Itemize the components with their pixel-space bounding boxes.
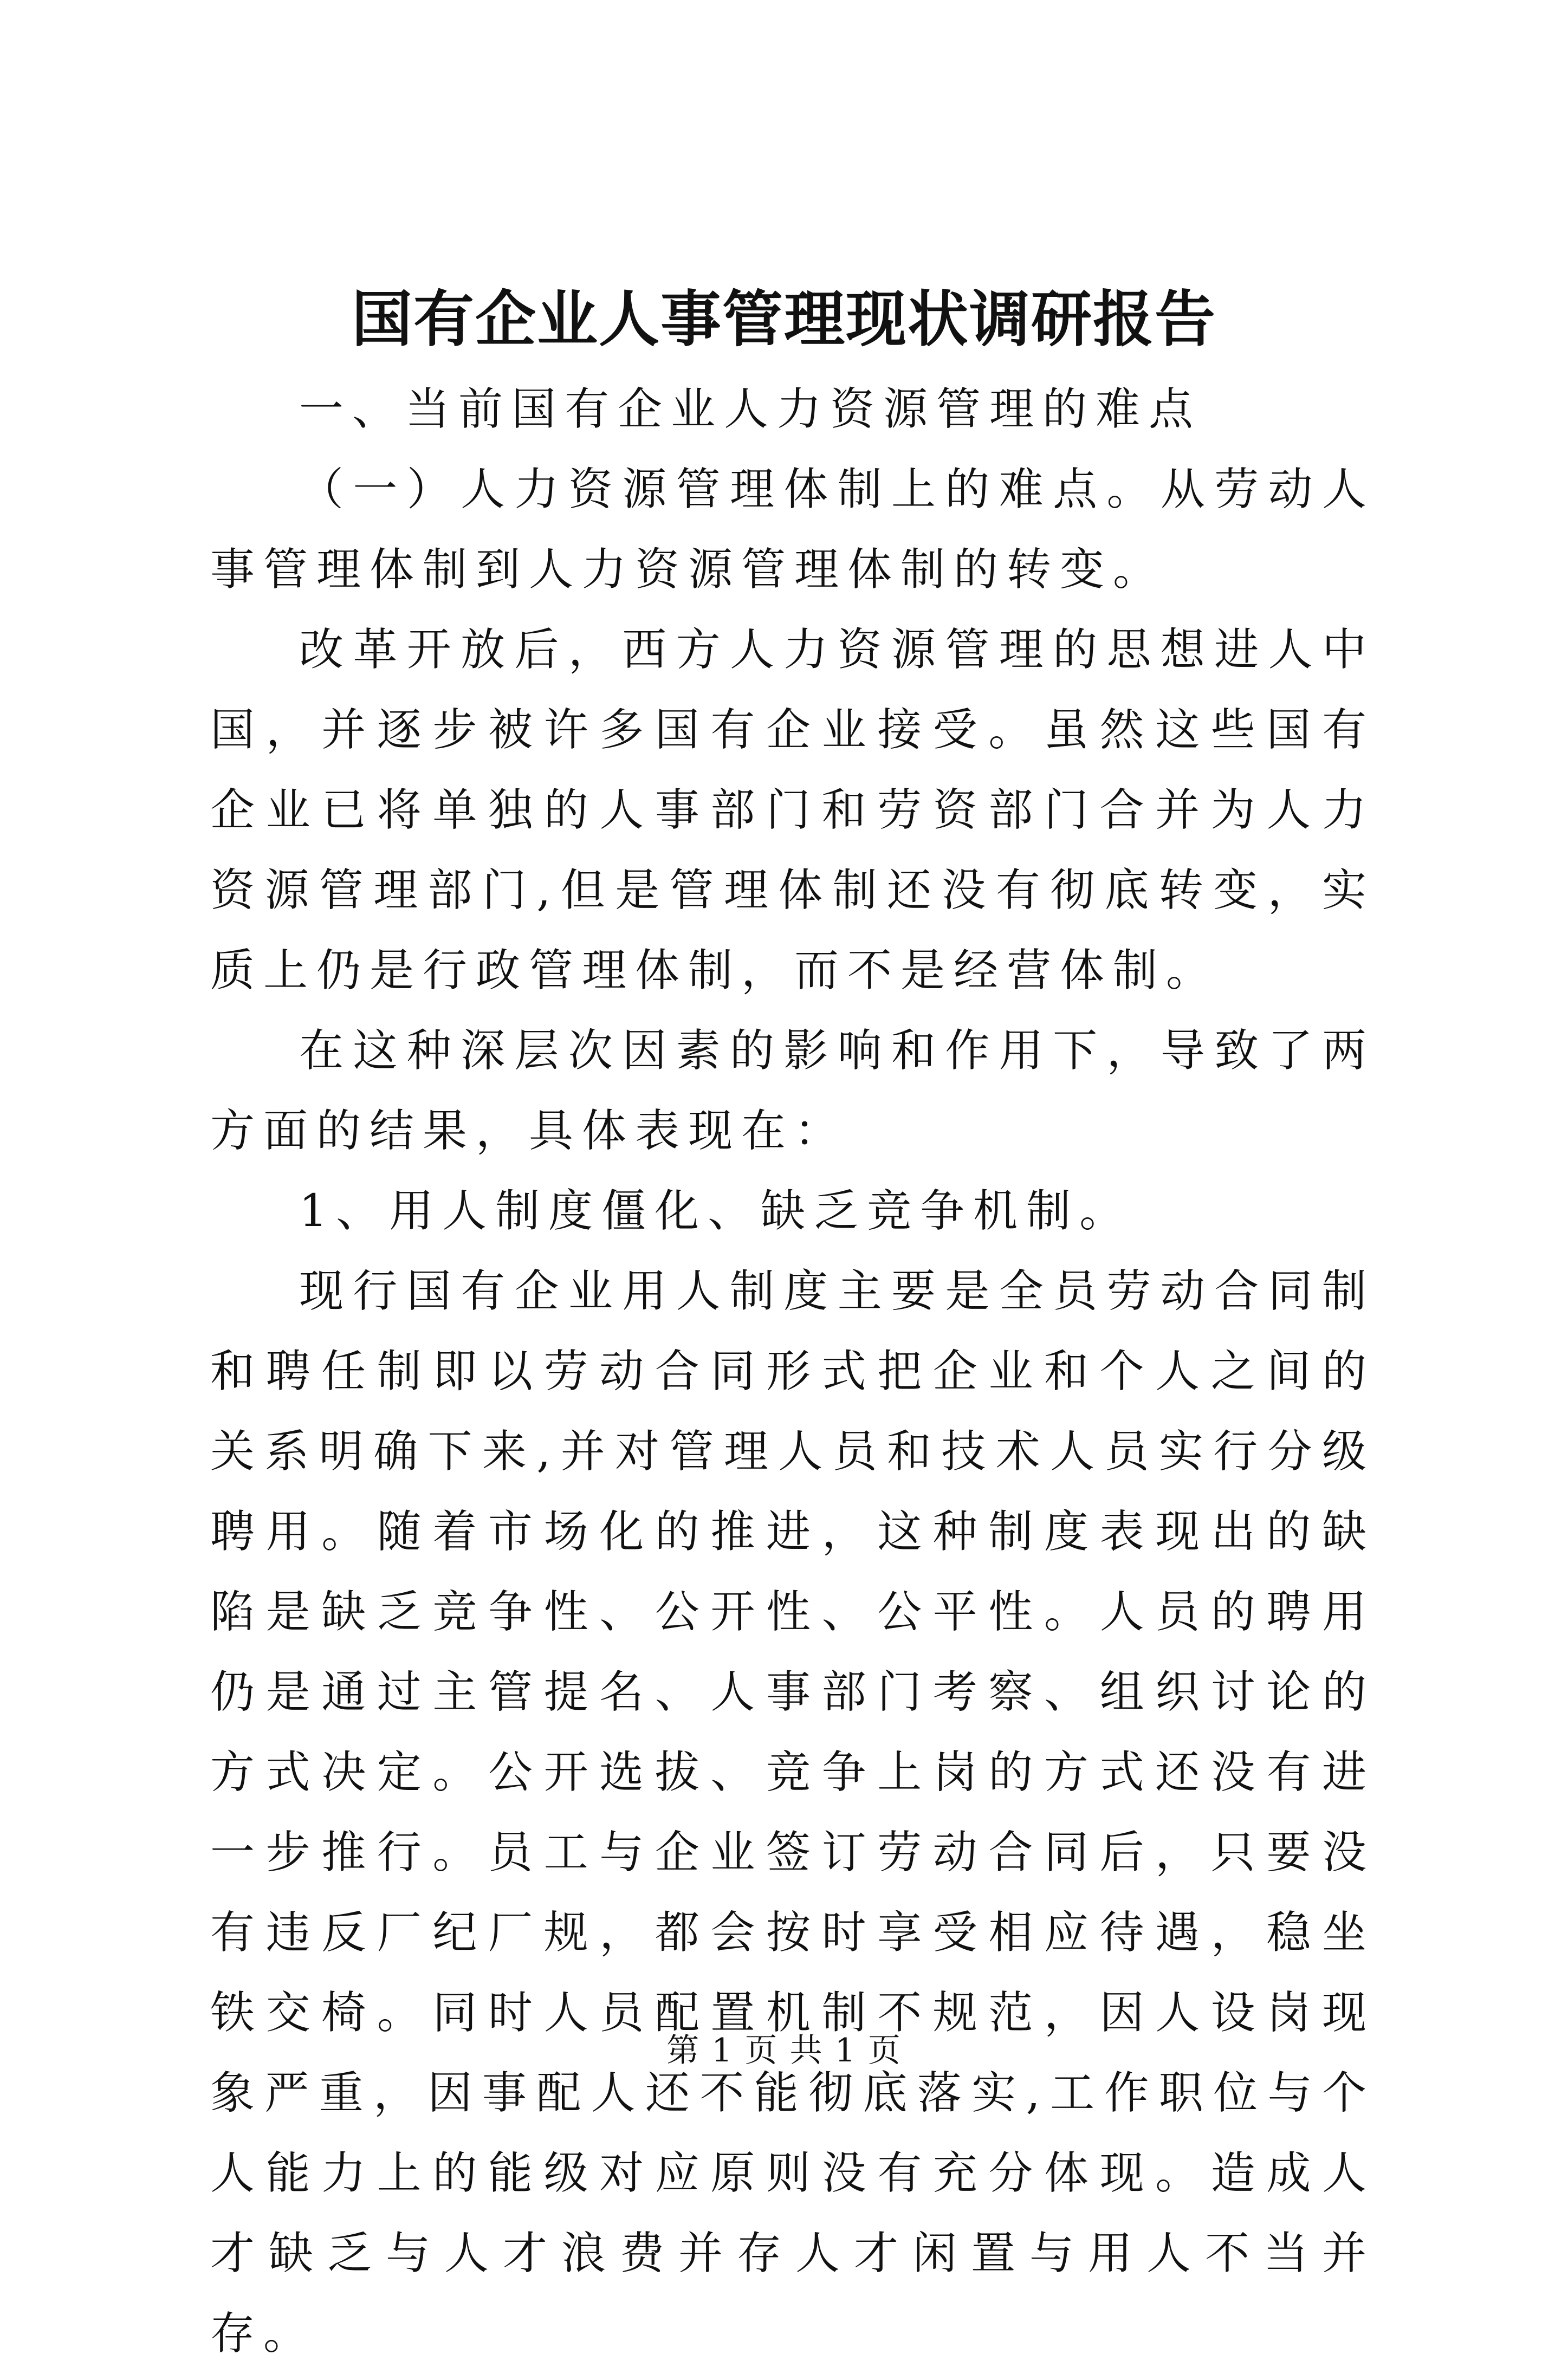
list-item-heading: 1、用人制度僵化、缺乏竞争机制。 [299,1185,1133,1237]
document-body [210,369,1375,2374]
document-title: 国有企业人事管理现状调研报告 [352,284,1216,355]
subsection-heading: （一）人力资源管理体制上的难点。从劳动人事管理体制到人力资源管理体制的转变。 [210,464,1375,595]
body-paragraph: 改革开放后，西方人力资源管理的思想进人中国，并逐步被许多国有企业接受。虽然这些国有企业已将单独的人事部门和劳资部门合并为人力资源管理部门,但是管理体制还没有彻底转变，实质上仍是行政管理体制，而不是经营体制。 [210,624,1375,996]
page-footer: 第 1 页 共 1 页 [666,2032,902,2070]
body-paragraph: 现行国有企业用人制度主要是全员劳动合同制和聘任制即以劳动合同形式把企业和个人之间的关系明确下来,并对管理人员和技术人员实行分级聘用。随着市场化的推进，这种制度表现出的缺陷是缺乏竞争性、公开性、公平性。人员的聘用仍是通过主管提名、人事部门考察、组织讨论的方式决定。公开选拔、竞争上岗的方式还没有进一步推行。员工与企业签订劳动合同后，只要没有违反厂纪厂规，都会按时享受相应待遇，稳坐铁交椅。同时人员配置机制不规范，因人设岗现象严重，因事配人还不能彻底落实,工作职位与个人能力上的能级对应原则没有充分体现。造成人才缺乏与人才浪费并存人才闲置与用人不当并存。 [210,1266,1375,2359]
body-paragraph: 在这种深层次因素的影响和作用下，导致了两方面的结果，具体表现在： [210,1025,1375,1157]
section-heading: 一、当前国有企业人力资源管理的难点 [299,384,1202,435]
